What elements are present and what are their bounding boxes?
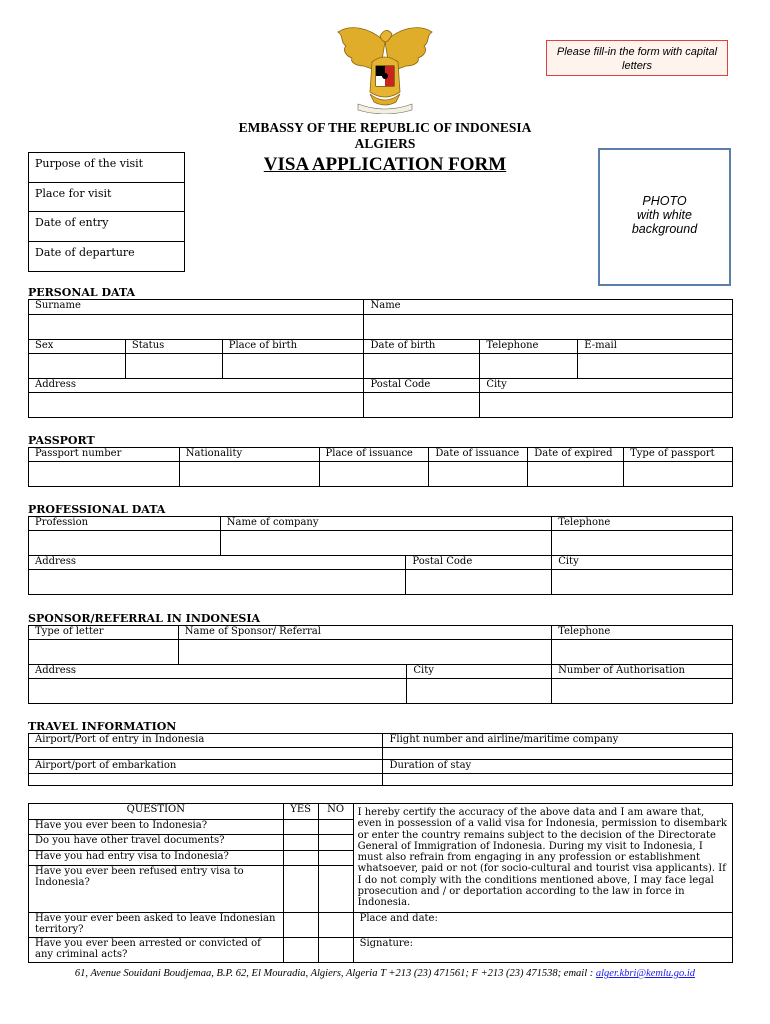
email-input[interactable] bbox=[578, 354, 733, 379]
nationality-input[interactable] bbox=[179, 462, 319, 487]
embassy-name: EMBASSY OF THE REPUBLIC OF INDONESIA bbox=[238, 120, 532, 135]
email-label: E-mail bbox=[578, 340, 733, 354]
sponsor-telephone-label: Telephone bbox=[552, 626, 733, 640]
q5-no-box[interactable] bbox=[318, 912, 353, 937]
place-of-issuance-input[interactable] bbox=[319, 462, 429, 487]
passport-table bbox=[28, 447, 733, 487]
type-of-letter-input[interactable] bbox=[29, 640, 179, 665]
capital-letters-notice bbox=[546, 40, 728, 76]
authorisation-input[interactable] bbox=[552, 679, 733, 704]
passport-heading: PASSPORT bbox=[28, 434, 95, 447]
professional-city-input[interactable] bbox=[552, 570, 733, 595]
date-of-birth-label: Date of birth bbox=[364, 340, 480, 354]
q6-yes-box[interactable] bbox=[283, 937, 318, 962]
city-input[interactable] bbox=[480, 393, 733, 418]
sponsor-address-input[interactable] bbox=[29, 679, 407, 704]
q5-yes-box[interactable] bbox=[283, 912, 318, 937]
date-of-issuance-input[interactable] bbox=[429, 462, 528, 487]
airport-entry-input[interactable] bbox=[29, 748, 383, 760]
q4-no-box[interactable] bbox=[318, 866, 353, 913]
personal-data-heading: PERSONAL DATA bbox=[28, 286, 136, 299]
sponsor-name-label: Name of Sponsor/ Referral bbox=[178, 626, 551, 640]
surname-input[interactable] bbox=[29, 315, 364, 340]
q6-no-box[interactable] bbox=[318, 937, 353, 962]
personal-data-table bbox=[28, 299, 733, 418]
footer-address: 61, Avenue Souidani Boudjemaa, B.P. 62, El Mouradia, Algiers, Algeria T +213 (23) 471561; F +213 (23) 471538; email : bbox=[74, 968, 594, 979]
question-5: Have your ever been asked to leave Indonesian territory? bbox=[29, 912, 284, 937]
authorisation-label: Number of Authorisation bbox=[552, 665, 733, 679]
date-of-entry-field[interactable] bbox=[28, 211, 185, 242]
professional-postal-code-input[interactable] bbox=[406, 570, 552, 595]
place-of-issuance-label: Place of issuance bbox=[319, 448, 429, 462]
postal-code-label: Postal Code bbox=[364, 379, 480, 393]
flight-label: Flight number and airline/maritime company bbox=[383, 734, 733, 748]
sex-input[interactable] bbox=[29, 354, 126, 379]
surname-label: Surname bbox=[29, 300, 364, 315]
question-4: Have you ever been refused entry visa to Indonesia? bbox=[29, 866, 284, 913]
city-label: City bbox=[480, 379, 733, 393]
professional-data-table bbox=[28, 516, 733, 595]
name-input[interactable] bbox=[364, 315, 733, 340]
question-3: Have you had entry visa to Indonesia? bbox=[29, 850, 284, 866]
question-header: QUESTION bbox=[29, 804, 284, 820]
photo-label-background: background bbox=[631, 222, 698, 236]
form-title: VISA APPLICATION FORM bbox=[263, 154, 507, 175]
declaration-text: I hereby certify the accuracy of the above data and I am aware that, even in possession of a valid visa for Indonesia, permission to disembark or enter the country remains subject to the decision of the Directorate General of Immigration of Indonesia. During my visit to Indonesia, I must also refrain from engaging in any profession or establishment whatsoever, paid or not (for socio-cultural and tourist visa applicants). If I do not comply with the conditions mentioned above, I may face legal prosecution and / or deportation according to the law in force in Indonesia. bbox=[353, 804, 732, 913]
notice-text: Please fill-in the form with capital letters bbox=[556, 46, 718, 72]
date-of-expired-input[interactable] bbox=[528, 462, 624, 487]
q3-no-box[interactable] bbox=[318, 850, 353, 866]
professional-telephone-input[interactable] bbox=[552, 531, 733, 556]
question-1: Have you ever been to Indonesia? bbox=[29, 819, 284, 835]
place-for-visit-label: Place for visit bbox=[35, 187, 112, 200]
q3-yes-box[interactable] bbox=[283, 850, 318, 866]
nationality-label: Nationality bbox=[179, 448, 319, 462]
professional-data-heading: PROFESSIONAL DATA bbox=[28, 503, 166, 516]
question-2: Do you have other travel documents? bbox=[29, 835, 284, 851]
telephone-input[interactable] bbox=[480, 354, 578, 379]
travel-table bbox=[28, 733, 733, 786]
address-input[interactable] bbox=[29, 393, 364, 418]
company-input[interactable] bbox=[220, 531, 551, 556]
no-header: NO bbox=[318, 804, 353, 820]
sponsor-address-label: Address bbox=[29, 665, 407, 679]
address-label: Address bbox=[29, 379, 364, 393]
photo-label-white: with white bbox=[637, 208, 692, 222]
embarkation-label: Airport/port of embarkation bbox=[29, 760, 383, 774]
sponsor-table bbox=[28, 625, 733, 704]
date-of-birth-input[interactable] bbox=[364, 354, 480, 379]
q2-no-box[interactable] bbox=[318, 835, 353, 851]
airport-entry-label: Airport/Port of entry in Indonesia bbox=[29, 734, 383, 748]
place-for-visit-field[interactable] bbox=[28, 182, 185, 212]
date-of-entry-label: Date of entry bbox=[35, 216, 109, 229]
type-of-passport-label: Type of passport bbox=[624, 448, 733, 462]
status-input[interactable] bbox=[125, 354, 222, 379]
q1-no-box[interactable] bbox=[318, 819, 353, 835]
q1-yes-box[interactable] bbox=[283, 819, 318, 835]
place-of-birth-input[interactable] bbox=[222, 354, 364, 379]
travel-information-heading: TRAVEL INFORMATION bbox=[28, 720, 177, 733]
profession-label: Profession bbox=[29, 517, 221, 531]
professional-postal-code-label: Postal Code bbox=[406, 556, 552, 570]
flight-input[interactable] bbox=[383, 748, 733, 760]
embarkation-input[interactable] bbox=[29, 774, 383, 786]
photo-label: PHOTO bbox=[642, 194, 687, 208]
garuda-emblem-icon bbox=[330, 22, 440, 114]
duration-label: Duration of stay bbox=[383, 760, 733, 774]
passport-number-input[interactable] bbox=[29, 462, 180, 487]
yes-header: YES bbox=[283, 804, 318, 820]
postal-code-input[interactable] bbox=[364, 393, 480, 418]
date-of-departure-field[interactable] bbox=[28, 241, 185, 272]
place-date-label: Place and date: bbox=[353, 912, 732, 937]
telephone-label: Telephone bbox=[480, 340, 578, 354]
type-of-letter-label: Type of letter bbox=[29, 626, 179, 640]
type-of-passport-input[interactable] bbox=[624, 462, 733, 487]
sponsor-city-label: City bbox=[407, 665, 552, 679]
professional-telephone-label: Telephone bbox=[552, 517, 733, 531]
questions-table bbox=[28, 803, 733, 963]
date-of-issuance-label: Date of issuance bbox=[429, 448, 528, 462]
signature-label: Signature: bbox=[353, 937, 732, 962]
footer-email-link[interactable]: alger.kbri@kemlu.go.id bbox=[595, 968, 696, 979]
embassy-footer bbox=[0, 968, 770, 979]
purpose-of-visit-label: Purpose of the visit bbox=[35, 157, 144, 170]
date-of-expired-label: Date of expired bbox=[528, 448, 624, 462]
q4-yes-box[interactable] bbox=[283, 866, 318, 913]
sex-label: Sex bbox=[29, 340, 126, 354]
sponsor-name-input[interactable] bbox=[178, 640, 551, 665]
date-of-departure-label: Date of departure bbox=[35, 246, 135, 259]
question-6: Have you ever been arrested or convicted of any criminal acts? bbox=[29, 937, 284, 962]
q2-yes-box[interactable] bbox=[283, 835, 318, 851]
embassy-city: ALGIERS bbox=[354, 136, 416, 151]
passport-number-label: Passport number bbox=[29, 448, 180, 462]
name-label: Name bbox=[364, 300, 733, 315]
sponsor-telephone-input[interactable] bbox=[552, 640, 733, 665]
profession-input[interactable] bbox=[29, 531, 221, 556]
sponsor-city-input[interactable] bbox=[407, 679, 552, 704]
professional-city-label: City bbox=[552, 556, 733, 570]
sponsor-heading: SPONSOR/REFERRAL IN INDONESIA bbox=[28, 612, 261, 625]
professional-address-label: Address bbox=[29, 556, 406, 570]
purpose-of-visit-field[interactable] bbox=[28, 152, 185, 183]
place-of-birth-label: Place of birth bbox=[222, 340, 364, 354]
company-label: Name of company bbox=[220, 517, 551, 531]
duration-input[interactable] bbox=[383, 774, 733, 786]
photo-box[interactable] bbox=[598, 148, 731, 286]
professional-address-input[interactable] bbox=[29, 570, 406, 595]
status-label: Status bbox=[125, 340, 222, 354]
